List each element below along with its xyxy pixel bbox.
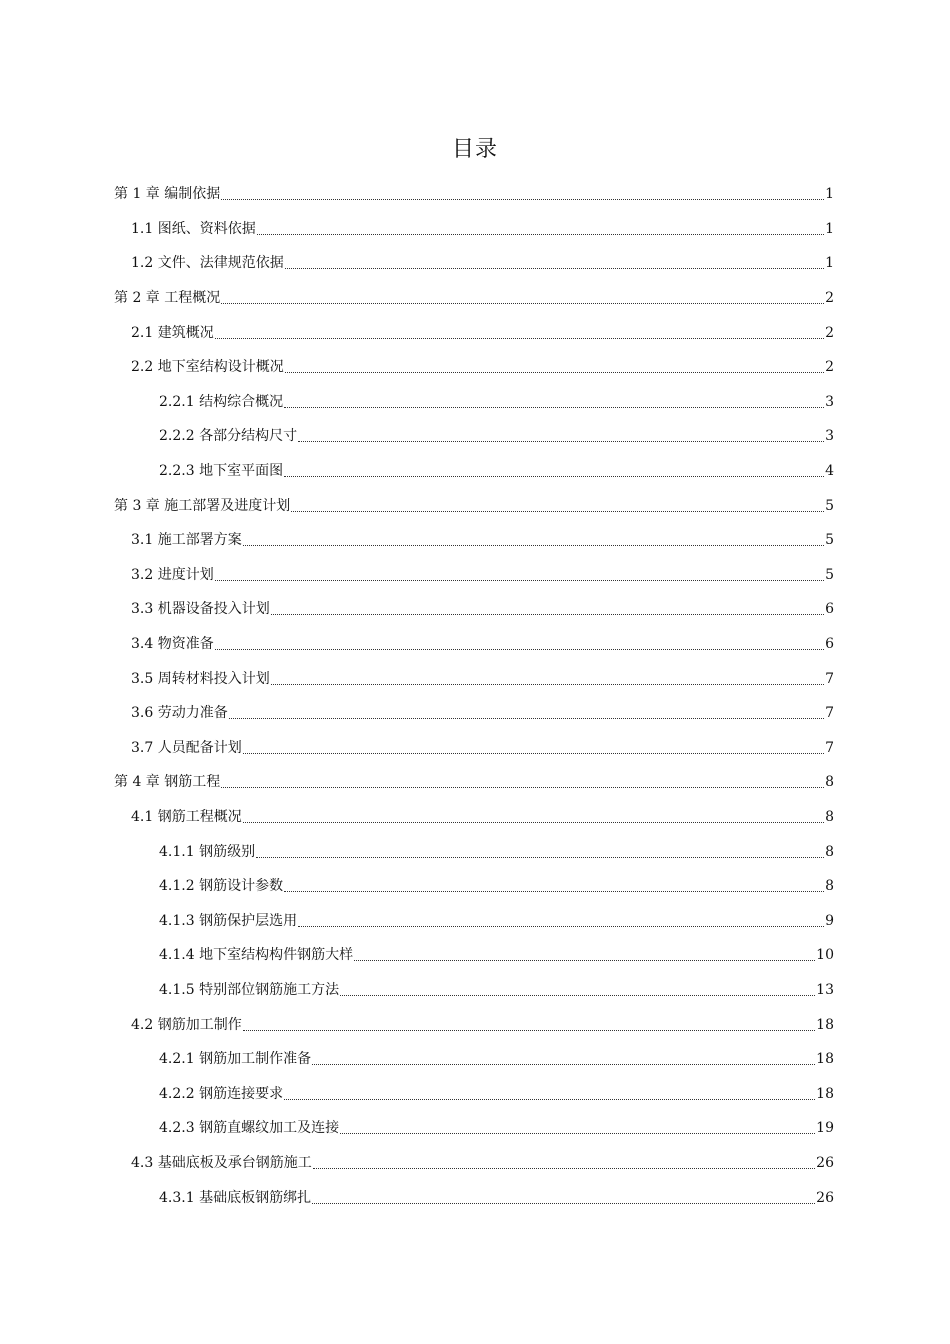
toc-entry-label: 第 1 章 编制依据: [114, 186, 221, 203]
toc-dot-leader: [291, 510, 824, 512]
toc-entry[interactable]: [159, 1111, 834, 1146]
toc-entry[interactable]: [159, 938, 834, 973]
toc-dot-leader: [243, 752, 824, 754]
toc-entry-label: 4.2.1 钢筋加工制作准备: [159, 1051, 312, 1068]
toc-entry-label: 3.7 人员配备计划: [131, 739, 242, 756]
toc-entry[interactable]: [159, 385, 834, 420]
toc-entry[interactable]: [114, 765, 834, 800]
toc-dot-leader: [340, 1132, 815, 1134]
toc-entry-label: 4.2 钢筋加工制作: [131, 1016, 242, 1033]
toc-entry[interactable]: [159, 1180, 834, 1215]
toc-entry-page-number: 5: [825, 497, 834, 514]
toc-dot-leader: [215, 337, 824, 339]
toc-entry-page-number: 3: [825, 428, 834, 445]
toc-entry-page-number: 6: [825, 636, 834, 653]
toc-entry-label: 3.3 机器设备投入计划: [131, 601, 270, 618]
toc-entry-label: 4.1.2 钢筋设计参数: [159, 878, 284, 895]
toc-dot-leader: [284, 890, 824, 892]
toc-entry-label: 2.1 建筑概况: [131, 324, 214, 341]
toc-entry[interactable]: [159, 1042, 834, 1077]
toc-entry-page-number: 18: [816, 1016, 834, 1033]
toc-dot-leader: [221, 198, 824, 200]
toc-dot-leader: [298, 440, 824, 442]
toc-entry-page-number: 8: [825, 809, 834, 826]
toc-entry[interactable]: [131, 1007, 834, 1042]
toc-dot-leader: [243, 544, 824, 546]
toc-entry-label: 3.2 进度计划: [131, 566, 214, 583]
toc-dot-leader: [243, 1029, 815, 1031]
toc-entry-page-number: 8: [825, 843, 834, 860]
toc-dot-leader: [221, 786, 824, 788]
toc-entry[interactable]: [131, 212, 834, 247]
toc-dot-leader: [354, 959, 815, 961]
toc-entry-label: 3.1 施工部署方案: [131, 532, 242, 549]
toc-dot-leader: [256, 856, 824, 858]
toc-dot-leader: [340, 994, 815, 996]
toc-entry[interactable]: [131, 1146, 834, 1181]
toc-entry[interactable]: [159, 973, 834, 1008]
toc-entry[interactable]: [131, 315, 834, 350]
toc-entry-page-number: 3: [825, 393, 834, 410]
toc-entry-label: 4.1 钢筋工程概况: [131, 809, 242, 826]
toc-dot-leader: [313, 1167, 815, 1169]
toc-entry[interactable]: [159, 419, 834, 454]
toc-entry-page-number: 1: [825, 220, 834, 237]
toc-dot-leader: [312, 1063, 815, 1065]
toc-dot-leader: [271, 683, 824, 685]
toc-entry-page-number: 2: [825, 324, 834, 341]
toc-entry-label: 4.1.4 地下室结构构件钢筋大样: [159, 947, 354, 964]
toc-entry-page-number: 13: [816, 982, 834, 999]
toc-entry[interactable]: [131, 246, 834, 281]
toc-entry[interactable]: [131, 696, 834, 731]
toc-entry-page-number: 9: [825, 912, 834, 929]
toc-entry-page-number: 2: [825, 290, 834, 307]
toc-entry[interactable]: [159, 904, 834, 939]
toc-entry[interactable]: [131, 661, 834, 696]
toc-entry-label: 4.1.5 特别部位钢筋施工方法: [159, 982, 340, 999]
toc-entry-page-number: 18: [816, 1085, 834, 1102]
toc-dot-leader: [285, 267, 824, 269]
toc-entry-label: 1.2 文件、法律规范依据: [131, 255, 284, 272]
toc-entry-label: 3.5 周转材料投入计划: [131, 670, 270, 687]
toc-entry[interactable]: [159, 834, 834, 869]
toc-dot-leader: [284, 406, 824, 408]
toc-entry-label: 4.1.3 钢筋保护层选用: [159, 912, 298, 929]
toc-entry-label: 第 4 章 钢筋工程: [114, 774, 221, 791]
toc-entry[interactable]: [159, 869, 834, 904]
toc-entry-label: 2.2.3 地下室平面图: [159, 463, 284, 480]
toc-entry-label: 2.2 地下室结构设计概况: [131, 359, 284, 376]
toc-entry[interactable]: [131, 731, 834, 766]
toc-entry[interactable]: [131, 627, 834, 662]
toc-dot-leader: [285, 371, 824, 373]
toc-entry-label: 第 3 章 施工部署及进度计划: [114, 497, 291, 514]
toc-entry[interactable]: [131, 800, 834, 835]
toc-entry[interactable]: [159, 454, 834, 489]
toc-entry[interactable]: [114, 281, 834, 316]
toc-entry-label: 2.2.2 各部分结构尺寸: [159, 428, 298, 445]
toc-entry-label: 4.1.1 钢筋级别: [159, 843, 256, 860]
toc-entry[interactable]: [114, 488, 834, 523]
toc-entry-page-number: 5: [825, 566, 834, 583]
toc-entry-label: 4.2.3 钢筋直螺纹加工及连接: [159, 1120, 340, 1137]
toc-entry[interactable]: [131, 350, 834, 385]
toc-dot-leader: [215, 648, 824, 650]
toc-entry-page-number: 8: [825, 878, 834, 895]
toc-entry[interactable]: [131, 592, 834, 627]
toc-entry[interactable]: [159, 1077, 834, 1112]
toc-entry-page-number: 4: [825, 463, 834, 480]
toc-entry-label: 4.3 基础底板及承台钢筋施工: [131, 1155, 312, 1172]
toc-entry-page-number: 26: [816, 1189, 834, 1206]
toc-entry-page-number: 6: [825, 601, 834, 618]
toc-entry-label: 3.6 劳动力准备: [131, 705, 228, 722]
toc-entry-label: 4.3.1 基础底板钢筋绑扎: [159, 1189, 312, 1206]
toc-entry-page-number: 8: [825, 774, 834, 791]
toc-entry-page-number: 7: [825, 739, 834, 756]
toc-dot-leader: [215, 579, 824, 581]
toc-entry-page-number: 7: [825, 670, 834, 687]
toc-entry-page-number: 1: [825, 255, 834, 272]
toc-entry-page-number: 7: [825, 705, 834, 722]
toc-entry-label: 第 2 章 工程概况: [114, 290, 221, 307]
toc-entry-label: 1.1 图纸、资料依据: [131, 220, 256, 237]
toc-dot-leader: [243, 821, 824, 823]
toc-dot-leader: [257, 233, 824, 235]
toc-title: 目录: [451, 137, 498, 162]
toc-dot-leader: [271, 613, 824, 615]
toc-entry-page-number: 19: [816, 1120, 834, 1137]
toc-entry[interactable]: [131, 523, 834, 558]
toc-entry-label: 4.2.2 钢筋连接要求: [159, 1085, 284, 1102]
toc-entry-page-number: 10: [816, 947, 834, 964]
toc-dot-leader: [312, 1202, 815, 1204]
toc-entry-page-number: 5: [825, 532, 834, 549]
toc-entry-page-number: 2: [825, 359, 834, 376]
toc-dot-leader: [229, 717, 824, 719]
toc-entry-page-number: 26: [816, 1155, 834, 1172]
toc-dot-leader: [221, 302, 824, 304]
toc-dot-leader: [284, 475, 824, 477]
toc-entry-label: 2.2.1 结构综合概况: [159, 393, 284, 410]
toc-entry-label: 3.4 物资准备: [131, 636, 214, 653]
toc-entry[interactable]: [114, 177, 834, 212]
toc-entry-page-number: 18: [816, 1051, 834, 1068]
toc-dot-leader: [298, 925, 824, 927]
toc-entry[interactable]: [131, 558, 834, 593]
toc-dot-leader: [284, 1098, 815, 1100]
toc-entry-page-number: 1: [825, 186, 834, 203]
